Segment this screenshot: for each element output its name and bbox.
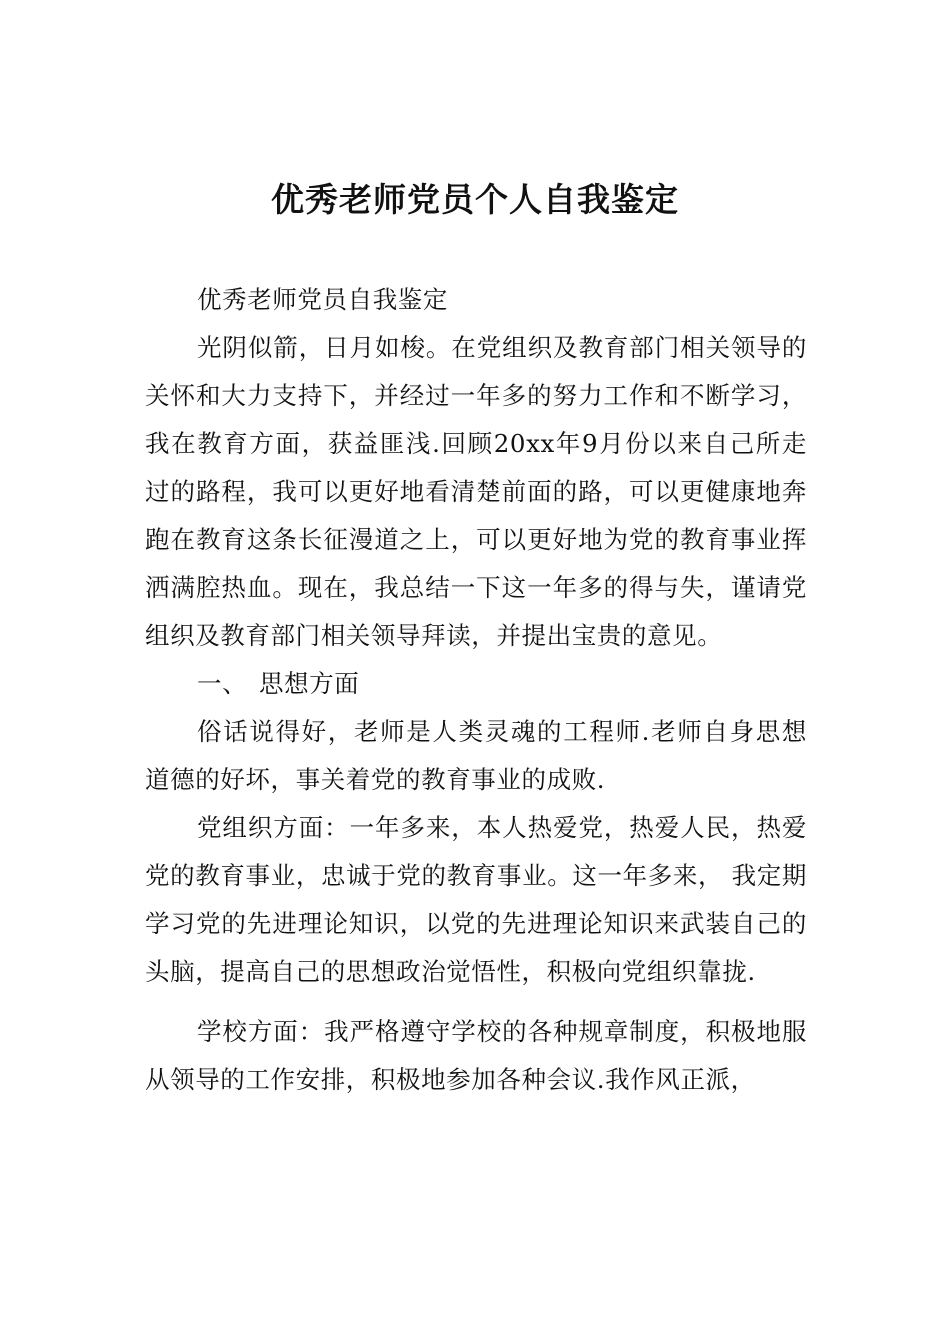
paragraph: 党组织方面：一年多来，本人热爱党，热爱人民，热爱党的教育事业，忠诚于党的教育事业。这一年多来， 我定期学习党的先进理论知识，以党的先进理论知识来武装自己的头脑，提高自己的思想政治觉悟性，积极向党组织靠拢. [145,813,807,986]
paragraph: 学校方面：我严格遵守学校的各种规章制度，积极地服从领导的工作安排，积极地参加各种会议.我作风正派， [145,1017,807,1094]
document-body [145,276,807,1104]
document-title: 优秀老师党员个人自我鉴定 [271,180,679,219]
intro-paragraph: 光阴似箭，日月如梭。在党组织及教育部门相关领导的关怀和大力支持下，并经过一年多的努力工作和不断学习，我在教育方面，获益匪浅.回顾20xx年9月份以来自己所走过的路程，我可以更好地看清楚前面的路，可以更健康地奔跑在教育这条长征漫道之上，可以更好地为党的教育事业挥洒满腔热血。现在，我总结一下这一年多的得与失，谨请党组织及教育部门相关领导拜读，并提出宝贵的意见。 [145,333,807,650]
paragraph: 俗话说得好，老师是人类灵魂的工程师.老师自身思想道德的好坏，事关着党的教育事业的成败. [145,717,807,794]
section-title: 思想方面 [259,669,360,698]
section-number: 一、 [197,669,248,698]
document-subtitle: 优秀老师党员自我鉴定 [197,285,448,314]
section-heading [145,660,807,708]
